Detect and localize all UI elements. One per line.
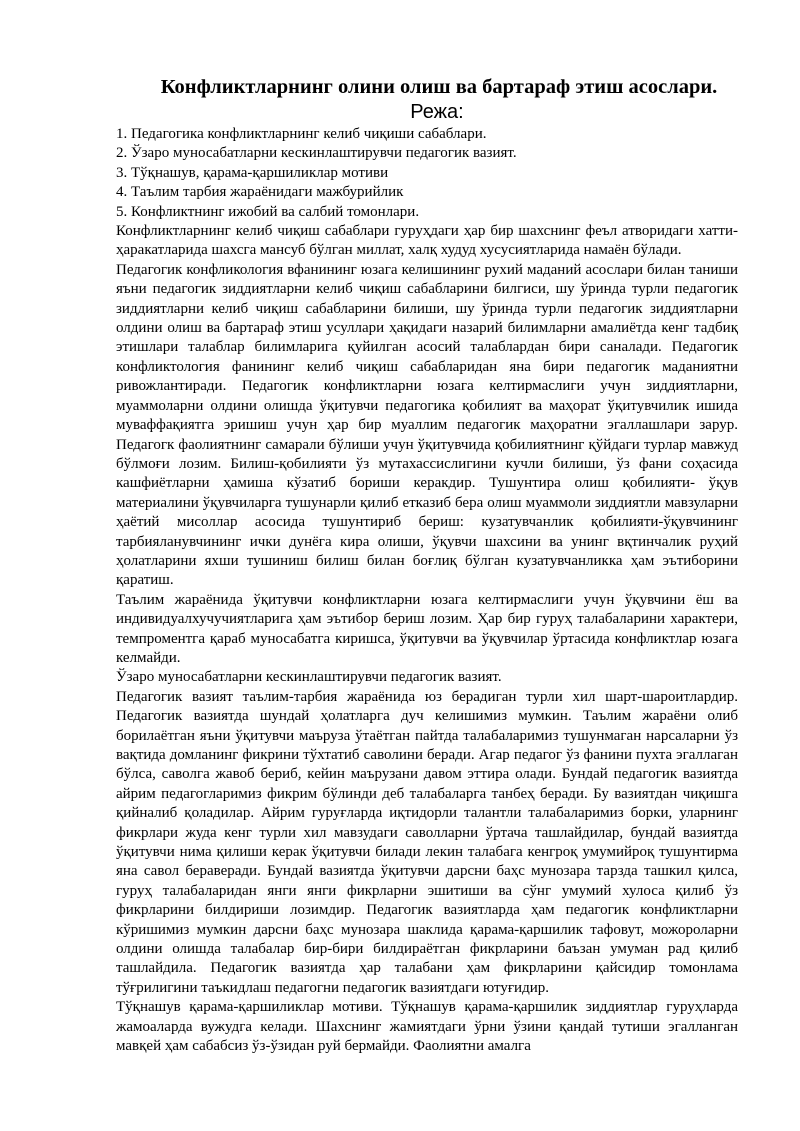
plan-item: 5. Конфликтнинг ижобий ва салбий томонлари.	[116, 203, 420, 220]
plan-heading: Режа:	[410, 101, 464, 123]
document-title: Конфликтларнинг олини олиш ва бартараф этиш асослари.	[160, 76, 718, 98]
paragraph-causes: Конфликтларнинг келиб чиқиш сабаблари гуруҳдаги ҳар бир шахснинг феъл атворидаги хатти-ҳаракатларида шахсга мансуб бўлган миллат, халқ худуд хусусиятларида намаён бўлади.	[116, 223, 738, 259]
plan-item: 4. Таълим тарбия жараёнидаги мажбурийлик	[116, 184, 404, 201]
paragraph-education-process: Таълим жараёнида ўқитувчи конфликтларни юзага келтирмаслиги учун ўқувчини ёш ва индивидуалхучучиятларига ҳам эътибор бериш лозим. Ҳар бир гуруҳ талабаларини характери, темпроментга қараб муносабатга киришса, ўқитувчи ва ўқувчилар ўртасида конфликтлар юзага келмайди.	[116, 591, 738, 666]
plan-item: 3. Тўқнашув, қарама-қаршиликлар мотиви	[116, 164, 389, 181]
plan-list	[116, 125, 738, 222]
section-heading-pedagogical-situation: Ўзаро муносабатларни кескинлаштирувчи педагогик вазият.	[116, 669, 502, 686]
plan-item: 2. Ўзаро муносабатларни кескинлаштирувчи педагогик вазият.	[116, 145, 517, 162]
plan-item: 1. Педагогика конфликтларнинг келиб чиқиши сабаблари.	[116, 126, 487, 142]
paragraph-conflictology: Педагогик конфликология вфанининг юзага келишининг рухий маданий асослари билан таниши яъни педагогик зиддиятларни келиб чиқиш сабабларини билгиси, шу ўринда турли педагогик зиддиятларни келиб чиқиш сабабларини билиши, шу ўринда турли педагогик зиддиятларни олдини олиш ва бартараф этиш усуллари ҳақидаги назарий билимларни амалиётда кенг тадбиқ этишлари талаблар билимларига қуйилган асосий талаблардан бири саналади. Педагогик конфликтология фанининг келиб чиқиш сабабларидан яна бири педагогик маданиятни ривожлантиради. Педагогик конфликтларни юзага келтирмаслиги учун зиддиятларни, муаммоларни олдини олишда ўқитувчи педагогика қобилият ва маҳорат ўқитувчилик ишида муваффақиятга эришиш учун ҳар бир муаллим педагогик маҳоратни эгаллашлари зарур. Педагогк фаолиятнинг самарали бўлиши учун ўқитувчида қобилиятнинг қўйдаги турлар мавжуд бўлмоғи лозим. Билиш-қобилияти ўз мутахассислигини кучли билиши, ўз фани соҳасида кашфиётларни ҳамиша кўзатиб бориши керакдир. Тушунтира олиш қобилияти- ўқув материалини ўқувчиларга тушунарли қилиб етказиб бера олиш муаммоли зиддиятли мавзуларни ҳаётий мисоллар асосида тушунтириб бериш: кузатувчанлик қобилияти-ўқувчининг тарбияланувчининг ички дунёга кира олиши, ўқувчи шахсини ва унинг вқтинчалик руҳий ҳолатларини яхши тушиниш билиш билан боғлиқ бўлган кузатувчанликка ҳам эътиборини қаратиш.	[116, 261, 738, 589]
paragraph-pedagogical-situation: Педагогик вазият таълим-тарбия жараёнида юз берадиган турли хил шарт-шароитлардир. Педагогик вазиятда шундай ҳолатларга дуч келишимиз мумкин. Таълим жараёни олиб борилаётган яъни ўқитувчи маъруза ўтаётган пайтда талабаларимиз тушунмаган нарсаларни ўз вақтида домланинг фикрини тўхтатиб саволини беради. Агар педагог ўз фанини пухта эгаллаган бўлса, саволга жавоб бериб, кейин маърузани давом эттира олади. Бундай педагогик вазиятда айрим педагогларимиз фикрим бўлинди деб талабаларга танбеҳ беради. Бу вазиятдан чиқишга қийналиб қоладилар. Айрим гуруғларда иқтидорли талантли талабаларимиз борки, уларнинг фикрлари жуда кенг турли хил мавзудаги саволларни ўртача ташлайдилар, бундай вазиятда ўқитувчи нима қилиши керак ўқитувчи билади лекин талабага кенгроқ умумийроқ тушунтирма яна савол бераверади. Бундай вазиятда ўқитувчи дарсни баҳс мунозара тарзда ташкил қилса, гуруҳ талабаларидан янги янги фикрларни эшитиши ва сўнг умумий хулоса қилиб ўз фикрларини билдириши лозимдир. Педагогик вазиятларда ҳам педагогик конфликтларни кўришимиз мумкин дарсни баҳс мунозара шаклида қарама-қаршилик тафовут, можороларни олдини олишда талабалар бир-бири билдираётган фикрларини баъзан умуман рад қилиб ташлайдила. Педагогик вазиятда ҳар талабани ҳам фикрларини қайсидир томонлама тўғрилигини таъкидлаш педагогни педагогик вазиятдаги ютуғидир.	[116, 688, 738, 996]
paragraph-collision-motive: Тўқнашув қарама-қаршиликлар мотиви. Тўқнашув қарама-қаршилик зиддиятлар гуруҳларда жамоаларда вужудга келади. Шахснинг жамиятдаги ўрни ўзини қандай тутиши эгалланган мавқей ҳам сабабсиз ўз-ўзидан руй бермайди. Фаолиятни амалга	[116, 999, 738, 1055]
